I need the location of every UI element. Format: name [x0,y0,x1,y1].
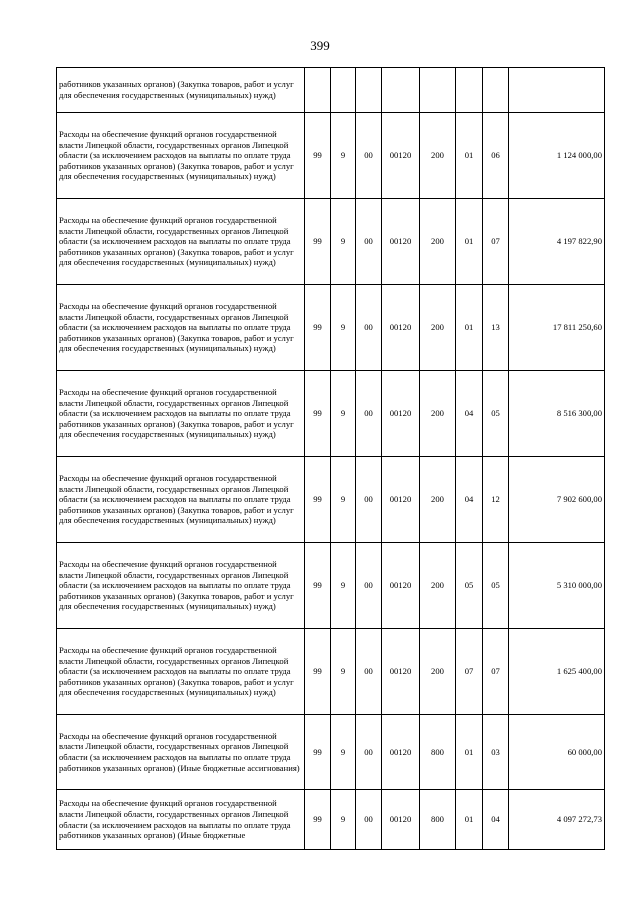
expense-description: Расходы на обеспечение функций органов государственной власти Липецкой области, государственных органов Липецкой области (за исключением расходов на выплаты по оплате труда работников указанных органов) (Закупка товаров, работ и услуг для обеспечения государственных (муниципальных) нужд) [57,543,305,629]
main-activity-code: 00 [356,285,382,371]
direction-code: 00120 [382,199,420,285]
main-activity-code: 00 [356,199,382,285]
direction-code [382,68,420,113]
section-code: 04 [456,457,483,543]
program-code: 99 [305,790,331,850]
expense-type-code: 800 [420,790,456,850]
expense-description: Расходы на обеспечение функций органов государственной власти Липецкой области, государственных органов Липецкой области (за исключением расходов на выплаты по оплате труда работников указанных органов) (Закупка товаров, работ и услуг для обеспечения государственных (муниципальных) нужд) [57,457,305,543]
table-row [57,199,605,285]
table-row [57,790,605,850]
section-code: 01 [456,715,483,790]
budget-table [56,67,605,850]
subprogram-code: 9 [331,113,356,199]
section-code: 01 [456,285,483,371]
page-number: 399 [310,38,330,53]
direction-code: 00120 [382,285,420,371]
direction-code: 00120 [382,371,420,457]
subprogram-code [331,68,356,113]
table-row [57,285,605,371]
expense-type-code: 200 [420,629,456,715]
section-code: 07 [456,629,483,715]
subsection-code: 07 [483,199,509,285]
table-body [57,68,605,850]
subsection-code: 07 [483,629,509,715]
section-code: 04 [456,371,483,457]
expense-description: Расходы на обеспечение функций органов государственной власти Липецкой области, государственных органов Липецкой области (за исключением расходов на выплаты по оплате труда работников указанных органов) (Иные бюджетные [57,790,305,850]
amount-cell: 1 124 000,00 [509,113,605,199]
expense-description: Расходы на обеспечение функций органов государственной власти Липецкой области, государственных органов Липецкой области (за исключением расходов на выплаты по оплате труда работников указанных органов) (Закупка товаров, работ и услуг для обеспечения государственных (муниципальных) нужд) [57,199,305,285]
amount-cell: 7 902 600,00 [509,457,605,543]
amount-cell: 4 097 272,73 [509,790,605,850]
table-row [57,68,605,113]
program-code: 99 [305,543,331,629]
subsection-code: 04 [483,790,509,850]
program-code: 99 [305,199,331,285]
program-code: 99 [305,371,331,457]
subprogram-code: 9 [331,715,356,790]
table-row [57,629,605,715]
direction-code: 00120 [382,457,420,543]
subsection-code: 13 [483,285,509,371]
subprogram-code: 9 [331,199,356,285]
direction-code: 00120 [382,629,420,715]
amount-cell: 60 000,00 [509,715,605,790]
subprogram-code: 9 [331,371,356,457]
direction-code: 00120 [382,543,420,629]
expense-description: Расходы на обеспечение функций органов государственной власти Липецкой области, государственных органов Липецкой области (за исключением расходов на выплаты по оплате труда работников указанных органов) (Закупка товаров, работ и услуг для обеспечения государственных (муниципальных) нужд) [57,629,305,715]
expense-type-code: 200 [420,285,456,371]
direction-code: 00120 [382,790,420,850]
subsection-code: 03 [483,715,509,790]
amount-cell: 17 811 250,60 [509,285,605,371]
amount-cell: 8 516 300,00 [509,371,605,457]
table-row [57,457,605,543]
table-row [57,715,605,790]
main-activity-code [356,68,382,113]
program-code: 99 [305,715,331,790]
expense-type-code: 800 [420,715,456,790]
section-code: 01 [456,790,483,850]
program-code: 99 [305,285,331,371]
subsection-code: 12 [483,457,509,543]
expense-type-code: 200 [420,371,456,457]
subprogram-code: 9 [331,543,356,629]
expense-description: Расходы на обеспечение функций органов государственной власти Липецкой области, государственных органов Липецкой области (за исключением расходов на выплаты по оплате труда работников указанных органов) (Закупка товаров, работ и услуг для обеспечения государственных (муниципальных) нужд) [57,113,305,199]
expense-description: работников указанных органов) (Закупка товаров, работ и услуг для обеспечения государственных (муниципальных) нужд) [57,68,305,113]
amount-cell: 5 310 000,00 [509,543,605,629]
amount-cell [509,68,605,113]
expense-description: Расходы на обеспечение функций органов государственной власти Липецкой области, государственных органов Липецкой области (за исключением расходов на выплаты по оплате труда работников указанных органов) (Закупка товаров, работ и услуг для обеспечения государственных (муниципальных) нужд) [57,285,305,371]
section-code [456,68,483,113]
expense-description: Расходы на обеспечение функций органов государственной власти Липецкой области, государственных органов Липецкой области (за исключением расходов на выплаты по оплате труда работников указанных органов) (Закупка товаров, работ и услуг для обеспечения государственных (муниципальных) нужд) [57,371,305,457]
table-row [57,113,605,199]
section-code: 05 [456,543,483,629]
expense-type-code: 200 [420,199,456,285]
program-code: 99 [305,457,331,543]
program-code: 99 [305,629,331,715]
subprogram-code: 9 [331,285,356,371]
section-code: 01 [456,113,483,199]
direction-code: 00120 [382,113,420,199]
subprogram-code: 9 [331,629,356,715]
amount-cell: 1 625 400,00 [509,629,605,715]
direction-code: 00120 [382,715,420,790]
main-activity-code: 00 [356,629,382,715]
subsection-code: 05 [483,371,509,457]
main-activity-code: 00 [356,790,382,850]
subsection-code [483,68,509,113]
subprogram-code: 9 [331,457,356,543]
program-code: 99 [305,113,331,199]
subprogram-code: 9 [331,790,356,850]
main-activity-code: 00 [356,457,382,543]
expense-description: Расходы на обеспечение функций органов государственной власти Липецкой области, государственных органов Липецкой области (за исключением расходов на выплаты по оплате труда работников указанных органов) (Иные бюджетные ассигнования) [57,715,305,790]
expense-type-code: 200 [420,543,456,629]
main-activity-code: 00 [356,715,382,790]
main-activity-code: 00 [356,113,382,199]
subsection-code: 06 [483,113,509,199]
program-code [305,68,331,113]
table-row [57,371,605,457]
expense-type-code: 200 [420,113,456,199]
section-code: 01 [456,199,483,285]
subsection-code: 05 [483,543,509,629]
main-activity-code: 00 [356,543,382,629]
amount-cell: 4 197 822,90 [509,199,605,285]
main-activity-code: 00 [356,371,382,457]
expense-type-code [420,68,456,113]
expense-type-code: 200 [420,457,456,543]
table-row [57,543,605,629]
